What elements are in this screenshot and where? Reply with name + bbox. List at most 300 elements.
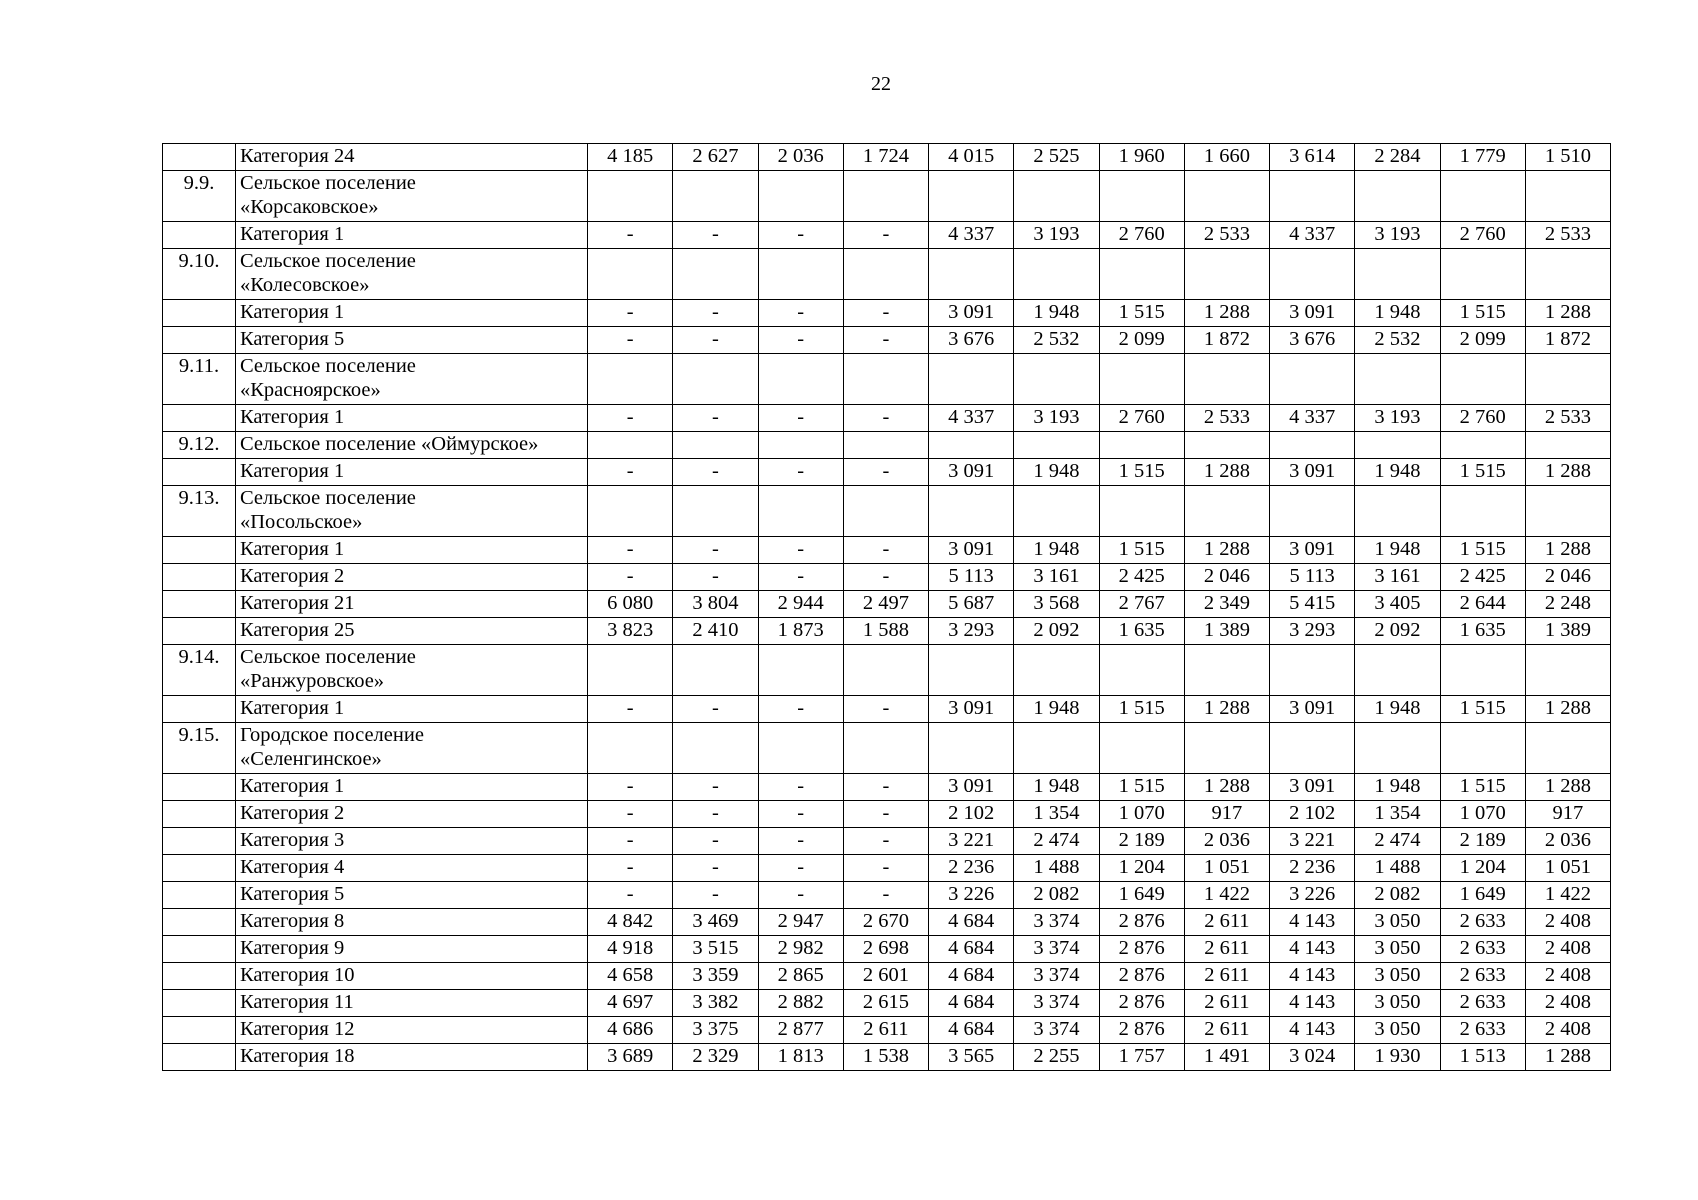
value-cell: 2 036: [1184, 828, 1269, 855]
empty-cell: [1099, 723, 1184, 774]
empty-cell: [843, 432, 928, 459]
value-cell: 1 389: [1184, 618, 1269, 645]
value-cell: 3 382: [673, 990, 758, 1017]
value-cell: 2 284: [1355, 144, 1440, 171]
row-number-cell: [163, 801, 236, 828]
empty-cell: [1270, 354, 1355, 405]
empty-cell: [1355, 723, 1440, 774]
value-cell: 2 611: [1184, 936, 1269, 963]
value-cell: -: [588, 327, 673, 354]
value-cell: 4 143: [1270, 909, 1355, 936]
empty-cell: [1525, 354, 1610, 405]
empty-cell: [929, 354, 1014, 405]
value-cell: 4 686: [588, 1017, 673, 1044]
value-cell: -: [673, 828, 758, 855]
value-cell: 3 375: [673, 1017, 758, 1044]
value-cell: 2 876: [1099, 963, 1184, 990]
value-cell: 1 051: [1525, 855, 1610, 882]
value-cell: 4 684: [929, 963, 1014, 990]
value-cell: 917: [1525, 801, 1610, 828]
category-name: Категория 9: [236, 936, 588, 963]
empty-cell: [588, 432, 673, 459]
value-cell: 1 515: [1099, 300, 1184, 327]
value-cell: 2 760: [1099, 222, 1184, 249]
settlement-name-line2: «Ранжуровское»: [240, 670, 385, 692]
empty-cell: [1355, 354, 1440, 405]
empty-cell: [1270, 171, 1355, 222]
value-cell: 3 091: [929, 696, 1014, 723]
empty-cell: [1014, 723, 1099, 774]
empty-cell: [843, 249, 928, 300]
tariff-table: [162, 143, 1611, 1071]
value-cell: 917: [1184, 801, 1269, 828]
value-cell: 2 425: [1099, 564, 1184, 591]
empty-cell: [1014, 486, 1099, 537]
category-row: [163, 327, 1611, 354]
empty-cell: [1355, 249, 1440, 300]
value-cell: 5 113: [929, 564, 1014, 591]
empty-cell: [1014, 645, 1099, 696]
value-cell: 1 948: [1014, 696, 1099, 723]
empty-cell: [1525, 171, 1610, 222]
value-cell: 3 161: [1014, 564, 1099, 591]
empty-cell: [929, 249, 1014, 300]
settlement-name: [236, 432, 588, 459]
settlement-name-line2: «Колесовское»: [240, 274, 370, 296]
value-cell: 1 288: [1525, 537, 1610, 564]
value-cell: 1 515: [1440, 696, 1525, 723]
category-row: [163, 618, 1611, 645]
value-cell: 1 515: [1099, 696, 1184, 723]
value-cell: 1 288: [1525, 300, 1610, 327]
value-cell: 3 676: [929, 327, 1014, 354]
category-name: Категория 2: [236, 801, 588, 828]
section-number: 9.12.: [163, 432, 236, 459]
settlement-name: [236, 171, 588, 222]
value-cell: 4 684: [929, 1017, 1014, 1044]
value-cell: -: [843, 855, 928, 882]
empty-cell: [1270, 723, 1355, 774]
empty-cell: [1184, 432, 1269, 459]
value-cell: -: [843, 327, 928, 354]
value-cell: 2 865: [758, 963, 843, 990]
row-number-cell: [163, 828, 236, 855]
value-cell: 1 288: [1525, 459, 1610, 486]
value-cell: -: [673, 222, 758, 249]
empty-cell: [929, 432, 1014, 459]
value-cell: -: [758, 537, 843, 564]
empty-cell: [673, 432, 758, 459]
value-cell: -: [758, 405, 843, 432]
value-cell: -: [843, 405, 928, 432]
value-cell: 3 050: [1355, 963, 1440, 990]
value-cell: -: [673, 300, 758, 327]
value-cell: -: [588, 855, 673, 882]
empty-cell: [1525, 486, 1610, 537]
value-cell: 3 091: [1270, 300, 1355, 327]
empty-cell: [673, 354, 758, 405]
value-cell: -: [758, 300, 843, 327]
value-cell: 1 051: [1184, 855, 1269, 882]
empty-cell: [1440, 723, 1525, 774]
empty-cell: [843, 354, 928, 405]
value-cell: 3 823: [588, 618, 673, 645]
value-cell: 4 697: [588, 990, 673, 1017]
value-cell: -: [588, 459, 673, 486]
value-cell: -: [843, 537, 928, 564]
settlement-name-line1: Сельское поселение «Оймурское»: [240, 433, 539, 455]
value-cell: 3 050: [1355, 990, 1440, 1017]
value-cell: 3 359: [673, 963, 758, 990]
settlement-name-line2: «Красноярское»: [240, 379, 381, 401]
value-cell: 3 050: [1355, 936, 1440, 963]
value-cell: 1 288: [1184, 459, 1269, 486]
value-cell: 2 982: [758, 936, 843, 963]
value-cell: -: [843, 696, 928, 723]
value-cell: 4 185: [588, 144, 673, 171]
value-cell: 4 918: [588, 936, 673, 963]
value-cell: 1 288: [1525, 696, 1610, 723]
row-number-cell: [163, 1017, 236, 1044]
empty-cell: [1184, 171, 1269, 222]
value-cell: 2 046: [1525, 564, 1610, 591]
value-cell: 1 389: [1525, 618, 1610, 645]
value-cell: 3 565: [929, 1044, 1014, 1071]
value-cell: 1 948: [1355, 537, 1440, 564]
settlement-name-line1: Городское поселение: [240, 724, 424, 746]
empty-cell: [1099, 171, 1184, 222]
category-row: [163, 909, 1611, 936]
empty-cell: [1440, 645, 1525, 696]
empty-cell: [588, 354, 673, 405]
value-cell: 2 425: [1440, 564, 1525, 591]
value-cell: 2 410: [673, 618, 758, 645]
empty-cell: [758, 249, 843, 300]
value-cell: 2 236: [1270, 855, 1355, 882]
value-cell: 1 872: [1525, 327, 1610, 354]
category-name: Категория 1: [236, 459, 588, 486]
category-row: [163, 801, 1611, 828]
value-cell: 4 337: [1270, 222, 1355, 249]
value-cell: 1 757: [1099, 1044, 1184, 1071]
value-cell: 3 226: [929, 882, 1014, 909]
category-name: Категория 5: [236, 327, 588, 354]
empty-cell: [1355, 486, 1440, 537]
value-cell: -: [673, 537, 758, 564]
empty-cell: [1440, 249, 1525, 300]
section-number: 9.13.: [163, 486, 236, 537]
value-cell: 1 422: [1184, 882, 1269, 909]
empty-cell: [588, 645, 673, 696]
empty-cell: [843, 171, 928, 222]
value-cell: -: [673, 564, 758, 591]
settlement-name-line1: Сельское поселение: [240, 646, 416, 668]
empty-cell: [929, 171, 1014, 222]
value-cell: 1 510: [1525, 144, 1610, 171]
value-cell: -: [758, 222, 843, 249]
empty-cell: [758, 432, 843, 459]
value-cell: 1 422: [1525, 882, 1610, 909]
value-cell: 3 293: [1270, 618, 1355, 645]
empty-cell: [588, 723, 673, 774]
value-cell: 1 948: [1355, 696, 1440, 723]
value-cell: 2 102: [929, 801, 1014, 828]
empty-cell: [673, 486, 758, 537]
value-cell: 1 724: [843, 144, 928, 171]
value-cell: 4 337: [929, 222, 1014, 249]
empty-cell: [843, 645, 928, 696]
empty-cell: [1014, 249, 1099, 300]
value-cell: -: [758, 564, 843, 591]
value-cell: 2 611: [843, 1017, 928, 1044]
category-name: Категория 12: [236, 1017, 588, 1044]
category-row: [163, 990, 1611, 1017]
row-number-cell: [163, 963, 236, 990]
value-cell: 1 948: [1014, 300, 1099, 327]
category-name: Категория 25: [236, 618, 588, 645]
value-cell: 2 533: [1525, 405, 1610, 432]
value-cell: 1 070: [1440, 801, 1525, 828]
section-number: 9.11.: [163, 354, 236, 405]
row-number-cell: [163, 537, 236, 564]
value-cell: 2 876: [1099, 1017, 1184, 1044]
category-row: [163, 591, 1611, 618]
category-name: Категория 8: [236, 909, 588, 936]
empty-cell: [1014, 354, 1099, 405]
value-cell: 2 248: [1525, 591, 1610, 618]
value-cell: 1 288: [1184, 774, 1269, 801]
value-cell: 2 876: [1099, 936, 1184, 963]
value-cell: 2 877: [758, 1017, 843, 1044]
value-cell: 2 102: [1270, 801, 1355, 828]
value-cell: -: [843, 774, 928, 801]
value-cell: 1 515: [1440, 459, 1525, 486]
empty-cell: [1184, 723, 1269, 774]
value-cell: 1 872: [1184, 327, 1269, 354]
settlement-name-line2: «Корсаковское»: [240, 196, 379, 218]
value-cell: 3 091: [1270, 696, 1355, 723]
value-cell: -: [588, 537, 673, 564]
row-number-cell: [163, 144, 236, 171]
value-cell: 2 236: [929, 855, 1014, 882]
value-cell: -: [758, 459, 843, 486]
value-cell: 1 779: [1440, 144, 1525, 171]
value-cell: 3 091: [929, 537, 1014, 564]
category-name: Категория 18: [236, 1044, 588, 1071]
empty-cell: [758, 486, 843, 537]
value-cell: 2 036: [758, 144, 843, 171]
value-cell: 3 515: [673, 936, 758, 963]
row-number-cell: [163, 564, 236, 591]
value-cell: 3 293: [929, 618, 1014, 645]
settlement-row: [163, 354, 1611, 405]
value-cell: -: [843, 222, 928, 249]
value-cell: 2 189: [1099, 828, 1184, 855]
value-cell: 1 288: [1525, 774, 1610, 801]
value-cell: -: [843, 300, 928, 327]
value-cell: -: [673, 855, 758, 882]
empty-cell: [1014, 171, 1099, 222]
row-number-cell: [163, 300, 236, 327]
settlement-name: [236, 723, 588, 774]
row-number-cell: [163, 696, 236, 723]
empty-cell: [758, 645, 843, 696]
value-cell: 3 091: [929, 459, 1014, 486]
row-number-cell: [163, 909, 236, 936]
value-cell: 3 050: [1355, 909, 1440, 936]
category-name: Категория 21: [236, 591, 588, 618]
empty-cell: [588, 249, 673, 300]
category-row: [163, 1017, 1611, 1044]
value-cell: 1 515: [1440, 774, 1525, 801]
settlement-name-line2: «Селенгинское»: [240, 748, 382, 770]
value-cell: 3 091: [1270, 774, 1355, 801]
value-cell: 1 288: [1184, 300, 1269, 327]
empty-cell: [929, 486, 1014, 537]
value-cell: 1 288: [1184, 696, 1269, 723]
empty-cell: [1184, 249, 1269, 300]
empty-cell: [1099, 249, 1184, 300]
value-cell: -: [758, 882, 843, 909]
value-cell: 5 113: [1270, 564, 1355, 591]
value-cell: 3 469: [673, 909, 758, 936]
empty-cell: [1270, 249, 1355, 300]
value-cell: -: [588, 696, 673, 723]
value-cell: -: [673, 327, 758, 354]
value-cell: 1 288: [1525, 1044, 1610, 1071]
value-cell: 2 882: [758, 990, 843, 1017]
value-cell: -: [758, 327, 843, 354]
value-cell: 2 532: [1355, 327, 1440, 354]
empty-cell: [1184, 354, 1269, 405]
category-name: Категория 1: [236, 774, 588, 801]
empty-cell: [1440, 171, 1525, 222]
value-cell: 2 329: [673, 1044, 758, 1071]
value-cell: 2 760: [1099, 405, 1184, 432]
empty-cell: [1099, 432, 1184, 459]
value-cell: 2 082: [1355, 882, 1440, 909]
category-name: Категория 1: [236, 222, 588, 249]
settlement-name: [236, 354, 588, 405]
value-cell: 3 374: [1014, 1017, 1099, 1044]
value-cell: 2 349: [1184, 591, 1269, 618]
empty-cell: [1184, 486, 1269, 537]
empty-cell: [1099, 486, 1184, 537]
value-cell: 3 614: [1270, 144, 1355, 171]
value-cell: 4 143: [1270, 963, 1355, 990]
value-cell: 4 015: [929, 144, 1014, 171]
empty-cell: [1525, 645, 1610, 696]
value-cell: -: [843, 564, 928, 591]
value-cell: -: [843, 882, 928, 909]
value-cell: -: [758, 774, 843, 801]
empty-cell: [1355, 432, 1440, 459]
value-cell: 3 091: [929, 300, 1014, 327]
value-cell: 1 491: [1184, 1044, 1269, 1071]
empty-cell: [843, 486, 928, 537]
value-cell: 2 698: [843, 936, 928, 963]
empty-cell: [1525, 432, 1610, 459]
value-cell: 4 143: [1270, 1017, 1355, 1044]
value-cell: 3 193: [1355, 405, 1440, 432]
value-cell: -: [843, 459, 928, 486]
settlement-row: [163, 171, 1611, 222]
value-cell: 1 873: [758, 618, 843, 645]
value-cell: 2 601: [843, 963, 928, 990]
value-cell: -: [758, 855, 843, 882]
empty-cell: [1440, 486, 1525, 537]
value-cell: 2 611: [1184, 909, 1269, 936]
value-cell: 2 670: [843, 909, 928, 936]
settlement-row: [163, 249, 1611, 300]
value-cell: 3 804: [673, 591, 758, 618]
value-cell: -: [588, 828, 673, 855]
empty-cell: [1270, 432, 1355, 459]
value-cell: 2 615: [843, 990, 928, 1017]
category-row: [163, 855, 1611, 882]
row-number-cell: [163, 936, 236, 963]
value-cell: 2 408: [1525, 936, 1610, 963]
value-cell: 1 515: [1099, 537, 1184, 564]
value-cell: 2 408: [1525, 909, 1610, 936]
value-cell: 2 533: [1184, 405, 1269, 432]
row-number-cell: [163, 618, 236, 645]
value-cell: 1 960: [1099, 144, 1184, 171]
table-body: [163, 144, 1611, 1071]
category-row: [163, 564, 1611, 591]
value-cell: 5 687: [929, 591, 1014, 618]
section-number: 9.10.: [163, 249, 236, 300]
value-cell: 2 947: [758, 909, 843, 936]
value-cell: 2 082: [1014, 882, 1099, 909]
value-cell: 2 767: [1099, 591, 1184, 618]
empty-cell: [673, 723, 758, 774]
value-cell: -: [758, 828, 843, 855]
empty-cell: [843, 723, 928, 774]
value-cell: 3 221: [1270, 828, 1355, 855]
category-name: Категория 24: [236, 144, 588, 171]
empty-cell: [929, 723, 1014, 774]
row-number-cell: [163, 327, 236, 354]
empty-cell: [758, 171, 843, 222]
value-cell: 4 337: [929, 405, 1014, 432]
category-row: [163, 696, 1611, 723]
empty-cell: [1525, 723, 1610, 774]
page-number: 22: [871, 73, 891, 95]
value-cell: 2 099: [1440, 327, 1525, 354]
value-cell: 2 633: [1440, 936, 1525, 963]
value-cell: 1 204: [1099, 855, 1184, 882]
value-cell: 2 474: [1014, 828, 1099, 855]
category-name: Категория 5: [236, 882, 588, 909]
empty-cell: [588, 171, 673, 222]
value-cell: 2 525: [1014, 144, 1099, 171]
value-cell: 1 813: [758, 1044, 843, 1071]
value-cell: 2 611: [1184, 1017, 1269, 1044]
value-cell: 3 689: [588, 1044, 673, 1071]
value-cell: 2 408: [1525, 1017, 1610, 1044]
row-number-cell: [163, 882, 236, 909]
settlement-name-line2: «Посольское»: [240, 511, 363, 533]
value-cell: 3 193: [1355, 222, 1440, 249]
empty-cell: [1525, 249, 1610, 300]
value-cell: 4 658: [588, 963, 673, 990]
value-cell: 1 515: [1099, 459, 1184, 486]
value-cell: 1 649: [1099, 882, 1184, 909]
value-cell: 6 080: [588, 591, 673, 618]
value-cell: 1 660: [1184, 144, 1269, 171]
value-cell: 1 515: [1099, 774, 1184, 801]
